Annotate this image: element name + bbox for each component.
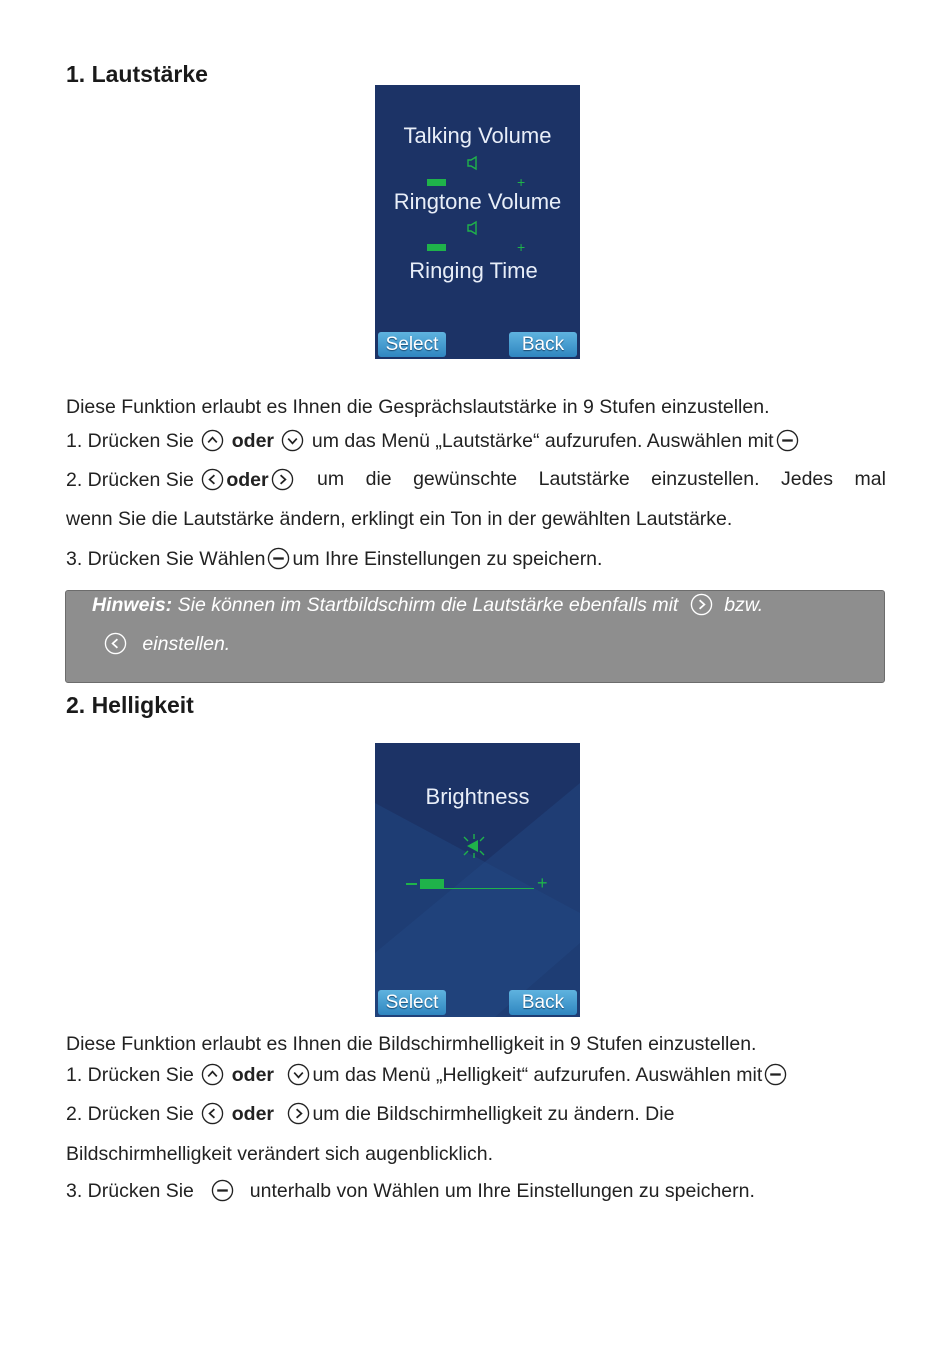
brightness-step-2 bbox=[66, 1102, 674, 1126]
select-key-icon bbox=[764, 1063, 787, 1086]
step-word: mal bbox=[854, 468, 886, 490]
step-word: die bbox=[365, 468, 392, 490]
or-text: oder bbox=[231, 430, 275, 452]
volume-intro: Diese Funktion erlaubt es Ihnen die Gesprächslautstärke in 9 Stufen einzustellen. bbox=[66, 396, 770, 418]
phone-screen-brightness bbox=[375, 743, 580, 1017]
speaker-icon bbox=[466, 220, 482, 241]
step-text: unterhalb von Wählen um Ihre Einstellungen zu speichern. bbox=[249, 1180, 755, 1202]
or-text: oder bbox=[226, 469, 269, 491]
back-softkey[interactable]: Back bbox=[509, 332, 577, 357]
step-text: um Ihre Einstellungen zu speichern. bbox=[292, 548, 603, 570]
or-text: oder bbox=[231, 1064, 275, 1086]
volume-step-2 bbox=[66, 468, 886, 492]
select-softkey[interactable]: Select bbox=[378, 990, 446, 1015]
brightness-intro: Diese Funktion erlaubt es Ihnen die Bildschirmhelligkeit in 9 Stufen einzustellen. bbox=[66, 1033, 757, 1055]
step-text: um die Bildschirmhelligkeit zu ändern. Die bbox=[312, 1103, 675, 1125]
brightness-step-2-continued: Bildschirmhelligkeit verändert sich augenblicklich. bbox=[66, 1143, 494, 1165]
volume-level-bar bbox=[427, 179, 446, 186]
hint-text: Sie können im Startbildschirm die Lautstärke ebenfalls mit bbox=[177, 594, 679, 616]
nav-left-icon bbox=[201, 1102, 224, 1125]
phone-screen-volume bbox=[375, 85, 580, 359]
select-softkey[interactable]: Select bbox=[378, 332, 446, 357]
section-heading-brightness: 2. Helligkeit bbox=[66, 692, 194, 718]
brightness-track[interactable] bbox=[444, 888, 534, 889]
step-text: 1. Drücken Sie bbox=[66, 1064, 194, 1086]
brightness-icon bbox=[459, 831, 489, 866]
step-word: Lautstärke bbox=[538, 468, 630, 490]
volume-step-2-continued: wenn Sie die Lautstärke ändern, erklingt ein Ton in der gewählten Lautstärke. bbox=[66, 508, 733, 530]
plus-icon: + bbox=[537, 873, 548, 893]
menu-item-ringing-time[interactable]: Ringing Time bbox=[409, 258, 538, 283]
select-key-icon bbox=[776, 429, 799, 452]
or-text: oder bbox=[231, 1103, 275, 1125]
nav-left-icon bbox=[104, 632, 127, 655]
step-text: 1. Drücken Sie bbox=[66, 430, 194, 452]
minus-icon bbox=[406, 883, 417, 885]
nav-up-icon bbox=[201, 1063, 224, 1086]
nav-down-icon bbox=[281, 429, 304, 452]
step-word: einzustellen. bbox=[651, 468, 760, 490]
step-text: 2. Drücken Sie bbox=[66, 469, 194, 491]
volume-level-bar bbox=[427, 244, 446, 251]
step-text: 2. Drücken Sie bbox=[66, 1103, 194, 1125]
select-key-icon bbox=[267, 547, 290, 570]
brightness-step-3 bbox=[66, 1179, 755, 1203]
back-softkey[interactable]: Back bbox=[509, 990, 577, 1015]
nav-right-icon bbox=[271, 468, 294, 491]
hint-label: Hinweis: bbox=[92, 594, 173, 616]
nav-right-icon bbox=[690, 593, 713, 616]
brightness-title: Brightness bbox=[425, 784, 530, 809]
step-word: Jedes bbox=[780, 468, 834, 490]
hint-text: einstellen. bbox=[142, 633, 231, 655]
plus-icon: + bbox=[517, 174, 526, 190]
plus-icon: + bbox=[517, 239, 526, 255]
nav-right-icon bbox=[287, 1102, 310, 1125]
nav-down-icon bbox=[287, 1063, 310, 1086]
menu-item-talking-volume[interactable]: Talking Volume bbox=[403, 123, 552, 148]
hint-text: bzw. bbox=[724, 594, 764, 616]
brightness-step-1 bbox=[66, 1063, 789, 1087]
brightness-level-bar bbox=[420, 879, 444, 889]
step-word: gewünschte bbox=[413, 468, 518, 490]
hint-box bbox=[65, 590, 885, 683]
menu-item-ringtone-volume[interactable]: Ringtone Volume bbox=[393, 189, 562, 214]
step-text: um das Menü „Helligkeit“ aufzurufen. Auswählen mit bbox=[312, 1064, 763, 1086]
select-key-icon bbox=[211, 1179, 234, 1202]
volume-step-3 bbox=[66, 547, 602, 571]
nav-up-icon bbox=[201, 429, 224, 452]
nav-left-icon bbox=[201, 468, 224, 491]
volume-step-1 bbox=[66, 429, 801, 453]
step-word: um bbox=[317, 468, 345, 490]
step-text: um das Menü „Lautstärke“ aufzurufen. Auswählen mit bbox=[311, 430, 774, 452]
step-text: 3. Drücken Sie bbox=[66, 1180, 194, 1202]
section-heading-volume: 1. Lautstärke bbox=[66, 61, 208, 87]
step-text: 3. Drücken Sie Wählen bbox=[66, 548, 266, 570]
speaker-icon bbox=[466, 155, 482, 176]
